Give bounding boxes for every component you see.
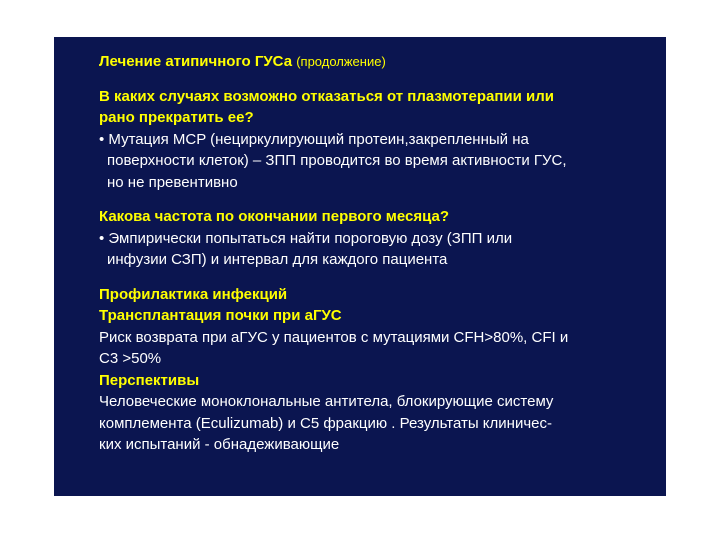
title-suffix: (продолжение)	[296, 54, 386, 69]
slide	[54, 37, 666, 496]
bullet-1-line-2: поверхности клеток) – ЗПП проводится во время активности ГУС,	[107, 152, 567, 169]
bullet-2-line-2: инфузии СЗП) и интервал для каждого пациента	[107, 251, 448, 268]
question-2: Какова частота по окончании первого месяца?	[99, 208, 450, 225]
slide-text	[99, 51, 659, 456]
bullet-1-line-1: • Мутация MCP (нециркулирующий протеин,закрепленный на	[99, 130, 529, 148]
question-1-line-1: В каких случаях возможно отказаться от плазмотерапии или	[99, 87, 554, 105]
slide-title	[99, 51, 659, 73]
question-1-line-2: рано прекратить ее?	[99, 109, 254, 126]
title-main: Лечение атипичного ГУСа	[99, 53, 293, 70]
bullet-1-line-3: но не превентивно	[107, 173, 238, 191]
heading-perspectives: Перспективы	[99, 371, 200, 389]
perspectives-line-1: Человеческие моноклональные антитела, блокирующие систему	[99, 393, 554, 410]
heading-kidney-transplant: Трансплантация почки при аГУС	[99, 307, 342, 324]
perspectives-line-2: комплемента (Eculizumab) и С5 фракцию . Результаты клиничес-	[99, 414, 552, 432]
bullet-2-line-1: • Эмпирически попытаться найти пороговую дозу (ЗПП или	[99, 229, 513, 247]
risk-line-1: Риск возврата при аГУС у пациентов с мутациями CFH>80%, CFI и	[99, 328, 569, 346]
perspectives-line-3: ких испытаний - обнадеживающие	[99, 436, 340, 453]
risk-line-2: C3 >50%	[99, 350, 162, 367]
heading-infection-prophylaxis: Профилактика инфекций	[99, 285, 288, 303]
